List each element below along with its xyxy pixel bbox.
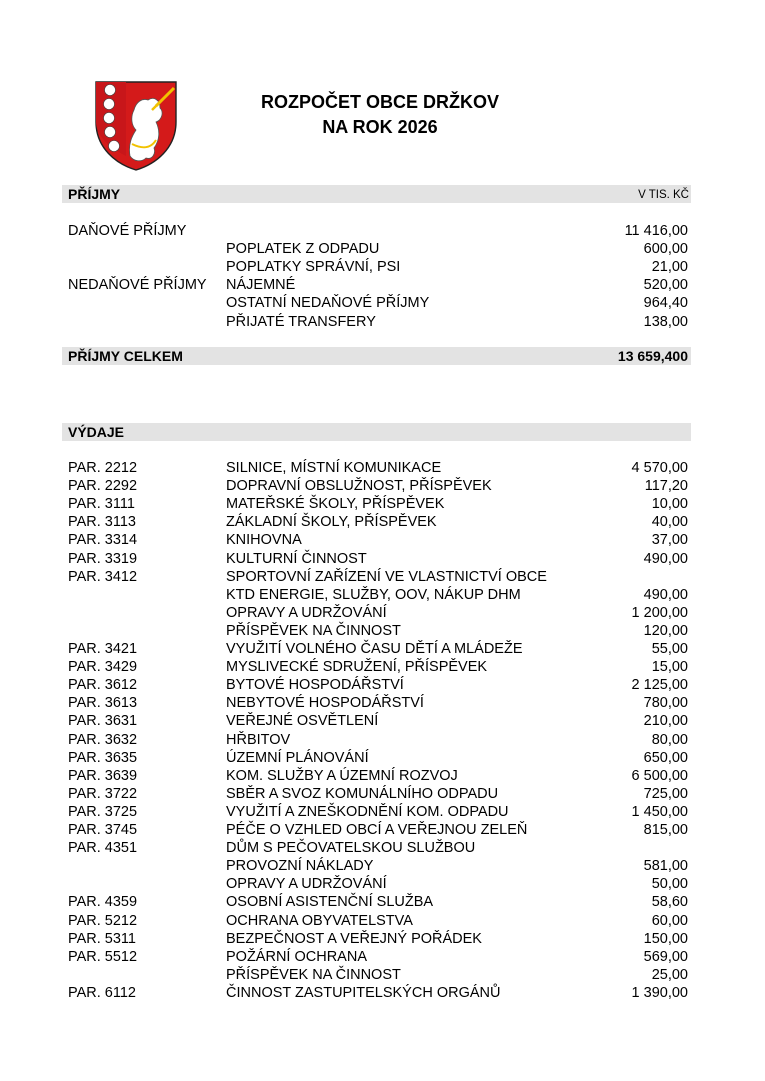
table-row xyxy=(0,694,765,712)
row-item: DOPRAVNÍ OBSLUŽNOST, PŘÍSPĚVEK xyxy=(226,478,492,495)
table-row xyxy=(0,276,765,294)
table-row xyxy=(0,240,765,258)
table-row xyxy=(0,749,765,767)
page-title-line1: ROZPOČET OBCE DRŽKOV xyxy=(260,92,499,112)
row-item: PŘÍSPĚVEK NA ČINNOST xyxy=(226,966,401,983)
row-amount: 490,00 xyxy=(643,586,688,603)
row-item: PROVOZNÍ NÁKLADY xyxy=(226,858,374,875)
row-item: KULTURNÍ ČINNOST xyxy=(226,550,367,567)
row-code: PAR. 3635 xyxy=(68,749,138,766)
row-item: KNIHOVNA xyxy=(226,532,302,549)
income-section-label: PŘÍJMY xyxy=(68,186,121,202)
row-item: OCHRANA OBYVATELSTVA xyxy=(226,912,413,929)
table-row xyxy=(0,712,765,730)
row-item: OPRAVY A UDRŽOVÁNÍ xyxy=(226,876,387,893)
table-row xyxy=(0,294,765,312)
row-code: PAR. 3111 xyxy=(68,496,135,513)
row-amount: 815,00 xyxy=(643,822,688,838)
table-row xyxy=(0,930,765,948)
row-amount: 150,00 xyxy=(643,930,688,947)
table-row xyxy=(0,313,765,331)
row-amount: 4 570,00 xyxy=(631,460,688,476)
table-row xyxy=(0,912,765,930)
row-item: HŘBITOV xyxy=(226,731,291,748)
row-item: BEZPEČNOST A VEŘEJNÝ POŘÁDEK xyxy=(226,930,482,947)
table-row xyxy=(0,839,765,857)
row-code: PAR. 6112 xyxy=(68,984,136,1001)
row-item: NEBYTOVÉ HOSPODÁŘSTVÍ xyxy=(226,695,424,712)
row-amount: 120,00 xyxy=(643,622,688,639)
expenses-section-header xyxy=(62,423,691,441)
row-item: SILNICE, MÍSTNÍ KOMUNIKACE xyxy=(226,460,442,476)
row-item: PŘIJATÉ TRANSFERY xyxy=(226,313,376,330)
income-section-header xyxy=(62,185,691,203)
row-item: OSOBNÍ ASISTENČNÍ SLUŽBA xyxy=(226,894,434,911)
unit-label: V TIS. KČ xyxy=(638,189,689,201)
row-item: VYUŽITÍ VOLNÉHO ČASU DĚTÍ A MLÁDEŽE xyxy=(226,641,523,657)
table-row xyxy=(0,676,765,694)
row-code: DAŇOVÉ PŘÍJMY xyxy=(68,223,187,239)
table-row xyxy=(0,857,765,875)
row-code: PAR. 3612 xyxy=(68,677,138,694)
table-row xyxy=(0,948,765,966)
row-code: PAR. 3314 xyxy=(68,532,138,549)
row-code: PAR. 3745 xyxy=(68,822,138,838)
table-row xyxy=(0,568,765,586)
row-amount: 15,00 xyxy=(651,659,688,676)
row-amount: 600,00 xyxy=(643,241,688,258)
row-code: PAR. 5512 xyxy=(68,948,138,965)
row-item: PÉČE O VZHLED OBCÍ A VEŘEJNOU ZELEŇ xyxy=(226,822,528,838)
row-amount: 60,00 xyxy=(651,912,688,929)
row-code: PAR. 3632 xyxy=(68,731,138,748)
row-item: VEŘEJNÉ OSVĚTLENÍ xyxy=(226,713,379,730)
row-amount: 780,00 xyxy=(643,695,688,712)
table-row xyxy=(0,821,765,839)
row-item: OPRAVY A UDRŽOVÁNÍ xyxy=(226,604,387,621)
expenses-section-label: VÝDAJE xyxy=(68,424,125,440)
row-item: ZÁKLADNÍ ŠKOLY, PŘÍSPĚVEK xyxy=(226,514,437,531)
row-amount: 55,00 xyxy=(651,641,688,657)
row-code: PAR. 3113 xyxy=(68,514,136,531)
row-amount: 25,00 xyxy=(651,966,688,983)
table-row xyxy=(0,258,765,276)
row-code: PAR. 3725 xyxy=(68,803,138,820)
table-row xyxy=(0,222,765,240)
row-code: PAR. 3722 xyxy=(68,785,138,802)
row-item: POPLATKY SPRÁVNÍ, PSI xyxy=(226,259,401,276)
row-item: NÁJEMNÉ xyxy=(226,277,296,294)
row-item: ČINNOST ZASTUPITELSKÝCH ORGÁNŮ xyxy=(226,984,501,1001)
row-amount: 40,00 xyxy=(651,514,688,531)
row-item: PŘÍSPĚVEK NA ČINNOST xyxy=(226,622,401,639)
table-row xyxy=(0,513,765,531)
row-amount: 581,00 xyxy=(643,858,688,875)
row-item: DŮM S PEČOVATELSKOU SLUŽBOU xyxy=(226,840,476,857)
table-row xyxy=(0,658,765,676)
row-code: PAR. 2212 xyxy=(68,460,138,476)
row-amount: 37,00 xyxy=(651,532,688,549)
row-code: NEDAŇOVÉ PŘÍJMY xyxy=(68,277,207,294)
row-amount: 11 416,00 xyxy=(624,223,688,239)
row-item: POŽÁRNÍ OCHRANA xyxy=(226,948,367,965)
row-code: PAR. 4351 xyxy=(68,840,138,857)
row-code: PAR. 3421 xyxy=(68,641,138,657)
row-amount: 650,00 xyxy=(643,749,688,766)
table-row xyxy=(0,477,765,495)
row-amount: 520,00 xyxy=(643,277,688,294)
row-item: SPORTOVNÍ ZAŘÍZENÍ VE VLASTNICTVÍ OBCE xyxy=(226,568,547,585)
row-item: BYTOVÉ HOSPODÁŘSTVÍ xyxy=(226,677,404,694)
table-row xyxy=(0,604,765,622)
row-code: PAR. 3631 xyxy=(68,713,138,730)
row-amount: 569,00 xyxy=(643,948,688,965)
row-amount: 21,00 xyxy=(651,259,688,276)
row-code: PAR. 2292 xyxy=(68,478,138,495)
page-title-line2: NA ROK 2026 xyxy=(322,117,438,137)
row-code: PAR. 3412 xyxy=(68,568,138,585)
table-row xyxy=(0,495,765,513)
row-code: PAR. 3639 xyxy=(68,767,138,784)
row-item: POPLATEK Z ODPADU xyxy=(226,241,380,258)
row-amount: 6 500,00 xyxy=(631,767,688,784)
row-amount: 725,00 xyxy=(643,785,688,802)
row-code: PAR. 5311 xyxy=(68,930,136,947)
row-item: MATEŘSKÉ ŠKOLY, PŘÍSPĚVEK xyxy=(226,496,445,513)
table-row xyxy=(0,586,765,604)
row-item: SBĚR A SVOZ KOMUNÁLNÍHO ODPADU xyxy=(226,785,499,802)
row-amount: 1 450,00 xyxy=(631,803,688,820)
row-code: PAR. 3319 xyxy=(68,550,138,567)
table-row xyxy=(0,550,765,568)
row-code: PAR. 3429 xyxy=(68,659,138,676)
row-item: ÚZEMNÍ PLÁNOVÁNÍ xyxy=(226,749,369,766)
row-amount: 117,20 xyxy=(644,478,688,495)
row-item: MYSLIVECKÉ SDRUŽENÍ, PŘÍSPĚVEK xyxy=(226,659,488,676)
row-amount: 1 200,00 xyxy=(631,604,688,621)
row-amount: 1 390,00 xyxy=(631,984,688,1001)
table-row xyxy=(0,984,765,1002)
row-amount: 50,00 xyxy=(651,876,688,893)
row-code: PAR. 3613 xyxy=(68,695,138,712)
table-row xyxy=(0,731,765,749)
table-row xyxy=(0,459,765,477)
row-amount: 964,40 xyxy=(643,295,688,312)
row-code: PAR. 4359 xyxy=(68,894,138,911)
row-item: VYUŽITÍ A ZNEŠKODNĚNÍ KOM. ODPADU xyxy=(226,803,509,820)
table-row xyxy=(0,875,765,893)
row-amount: 210,00 xyxy=(643,713,688,730)
table-row xyxy=(0,640,765,658)
row-item: OSTATNÍ NEDAŇOVÉ PŘÍJMY xyxy=(226,295,430,312)
row-amount: 80,00 xyxy=(651,731,688,748)
row-amount: 490,00 xyxy=(643,550,688,567)
row-amount: 138,00 xyxy=(643,313,688,330)
coat-of-arms-icon xyxy=(90,78,182,172)
table-row xyxy=(0,893,765,911)
income-total-label: PŘÍJMY CELKEM xyxy=(68,348,183,364)
row-amount: 58,60 xyxy=(651,894,688,911)
table-row xyxy=(0,531,765,549)
income-total-row xyxy=(62,347,691,365)
table-row xyxy=(0,767,765,785)
row-item: KOM. SLUŽBY A ÚZEMNÍ ROZVOJ xyxy=(226,767,458,784)
income-total-value: 13 659,400 xyxy=(617,348,688,364)
table-row xyxy=(0,803,765,821)
row-amount: 10,00 xyxy=(651,496,688,513)
table-row xyxy=(0,785,765,803)
table-row xyxy=(0,966,765,984)
row-amount: 2 125,00 xyxy=(631,677,688,694)
table-row xyxy=(0,622,765,640)
row-item: KTD ENERGIE, SLUŽBY, OOV, NÁKUP DHM xyxy=(226,586,521,603)
row-code: PAR. 5212 xyxy=(68,912,138,929)
